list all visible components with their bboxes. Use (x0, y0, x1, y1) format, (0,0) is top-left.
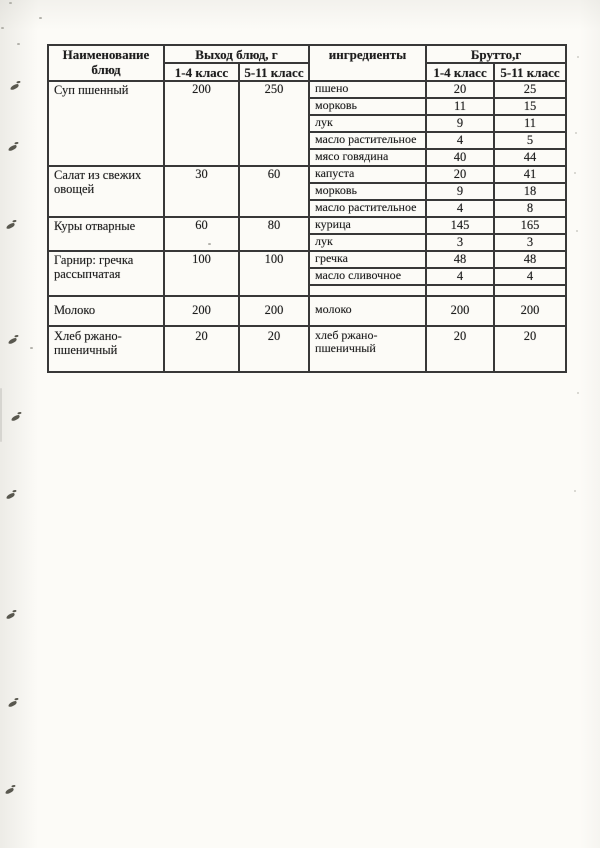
output-1-4-cell: 60 (164, 217, 239, 251)
ink-smudge (10, 83, 20, 90)
gross-1-4-cell: 3 (426, 234, 494, 251)
paper-speck (577, 56, 579, 58)
ingredient-label-cell: лук (309, 234, 426, 251)
gross-5-11-cell: 15 (494, 98, 566, 115)
gross-5-11-cell: 5 (494, 132, 566, 149)
ingredient-label-cell (309, 285, 426, 296)
ink-smudge (8, 700, 18, 707)
output-5-11-cell: 20 (239, 326, 309, 372)
gross-1-4-cell: 48 (426, 251, 494, 268)
menu-table (47, 44, 567, 373)
gross-1-4-cell: 9 (426, 115, 494, 132)
output-5-11-cell: 200 (239, 296, 309, 326)
ingredient-label-cell: хлеб ржано-пшеничный (309, 326, 426, 372)
output-1-4-cell: 20 (164, 326, 239, 372)
scan-edge-mark (0, 388, 2, 442)
subheader-gross-grade-5-11: 5-11 класс (494, 63, 566, 81)
paper-speck (39, 17, 42, 19)
ink-smudge (6, 492, 16, 499)
table-row (48, 326, 566, 372)
output-1-4-cell: 200 (164, 81, 239, 166)
ink-smudge (6, 222, 16, 229)
paper-speck (575, 132, 577, 134)
paper-speck (17, 43, 20, 45)
ingredient-label-cell: масло сливочное (309, 268, 426, 285)
header-output: Выход блюд, г (164, 45, 309, 63)
gross-5-11-cell: 4 (494, 268, 566, 285)
ingredient-label-cell: масло растительное (309, 200, 426, 217)
ingredient-label-cell: гречка (309, 251, 426, 268)
table-header-row (48, 45, 566, 63)
table-row (48, 166, 566, 183)
gross-1-4-cell: 4 (426, 268, 494, 285)
paper-speck (1, 27, 4, 29)
gross-1-4-cell: 145 (426, 217, 494, 234)
ingredient-label-cell: пшено (309, 81, 426, 98)
ingredient-label-cell: молоко (309, 296, 426, 326)
subheader-output-grade-1-4: 1-4 класс (164, 63, 239, 81)
output-5-11-cell: 250 (239, 81, 309, 166)
paper-speck (577, 392, 579, 394)
paper-speck (208, 243, 211, 245)
table-row (48, 217, 566, 234)
gross-1-4-cell: 11 (426, 98, 494, 115)
gross-5-11-cell: 44 (494, 149, 566, 166)
dish-name-cell: Гарнир: гречка рассыпчатая (48, 251, 164, 296)
gross-1-4-cell: 4 (426, 132, 494, 149)
gross-5-11-cell: 8 (494, 200, 566, 217)
ingredient-label-cell: лук (309, 115, 426, 132)
ingredient-label-cell: масло растительное (309, 132, 426, 149)
gross-1-4-cell: 200 (426, 296, 494, 326)
gross-5-11-cell: 11 (494, 115, 566, 132)
gross-5-11-cell: 200 (494, 296, 566, 326)
dish-name-cell: Хлеб ржано-пшеничный (48, 326, 164, 372)
ingredient-label-cell: морковь (309, 98, 426, 115)
gross-5-11-cell: 3 (494, 234, 566, 251)
ingredient-label-cell: морковь (309, 183, 426, 200)
output-1-4-cell: 200 (164, 296, 239, 326)
dish-name-cell: Молоко (48, 296, 164, 326)
paper-speck (30, 347, 33, 349)
output-1-4-cell: 100 (164, 251, 239, 296)
gross-5-11-cell: 41 (494, 166, 566, 183)
ink-smudge (8, 144, 18, 151)
output-1-4-cell: 30 (164, 166, 239, 217)
gross-1-4-cell: 20 (426, 326, 494, 372)
gross-5-11-cell: 20 (494, 326, 566, 372)
gross-5-11-cell (494, 285, 566, 296)
gross-1-4-cell: 20 (426, 81, 494, 98)
header-dish-name: Наименование блюд (48, 45, 164, 81)
gross-1-4-cell: 20 (426, 166, 494, 183)
gross-5-11-cell: 25 (494, 81, 566, 98)
ingredient-label-cell: капуста (309, 166, 426, 183)
header-ingredients: ингредиенты (309, 45, 426, 81)
ink-smudge (8, 337, 18, 344)
gross-5-11-cell: 18 (494, 183, 566, 200)
gross-1-4-cell: 4 (426, 200, 494, 217)
dish-name-cell: Салат из свежих овощей (48, 166, 164, 217)
paper-speck (574, 490, 576, 492)
paper-speck (576, 230, 578, 232)
ink-smudge (11, 414, 21, 421)
subheader-output-grade-5-11: 5-11 класс (239, 63, 309, 81)
table-row (48, 296, 566, 326)
output-5-11-cell: 100 (239, 251, 309, 296)
dish-name-cell: Суп пшенный (48, 81, 164, 166)
ink-smudge (5, 787, 15, 794)
table-row (48, 251, 566, 268)
paper-speck (9, 2, 12, 4)
paper-speck (574, 172, 576, 174)
header-gross: Брутто,г (426, 45, 566, 63)
table-row (48, 81, 566, 98)
gross-5-11-cell: 48 (494, 251, 566, 268)
ingredient-label-cell: мясо говядина (309, 149, 426, 166)
ingredient-label-cell: курица (309, 217, 426, 234)
gross-1-4-cell (426, 285, 494, 296)
gross-5-11-cell: 165 (494, 217, 566, 234)
dish-name-cell: Куры отварные (48, 217, 164, 251)
ink-smudge (6, 612, 16, 619)
gross-1-4-cell: 9 (426, 183, 494, 200)
gross-1-4-cell: 40 (426, 149, 494, 166)
subheader-gross-grade-1-4: 1-4 класс (426, 63, 494, 81)
output-5-11-cell: 80 (239, 217, 309, 251)
output-5-11-cell: 60 (239, 166, 309, 217)
